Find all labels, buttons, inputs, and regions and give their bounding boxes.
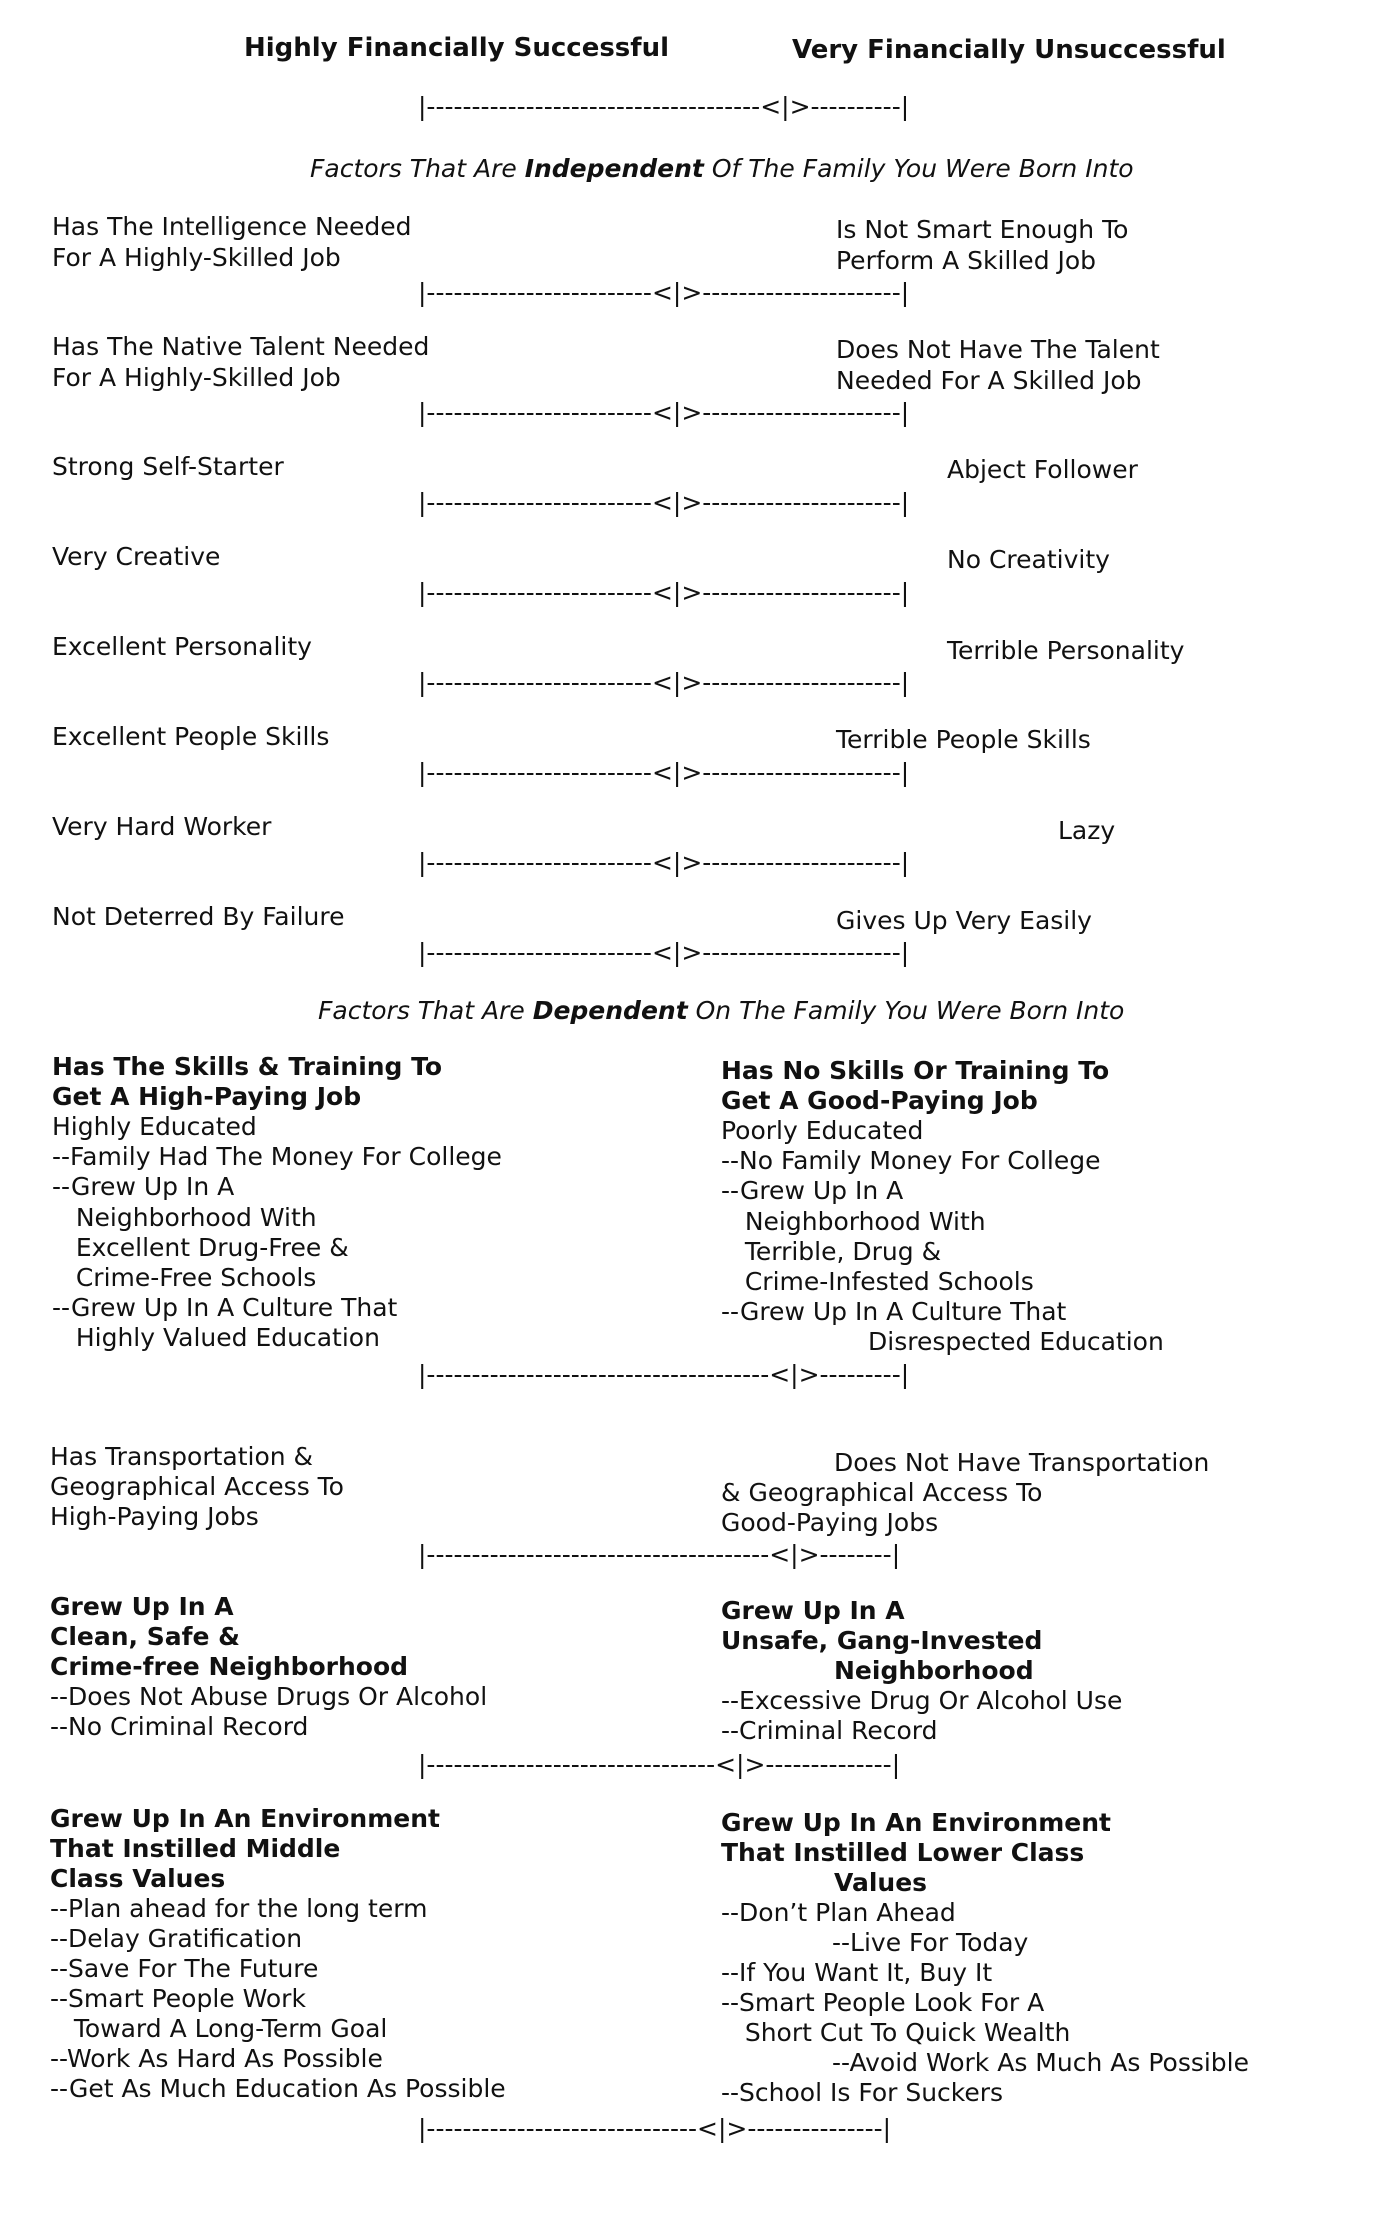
transport-right-line: Good-Paying Jobs xyxy=(721,1508,939,1537)
neighborhood-left-heading: Clean, Safe & xyxy=(50,1622,240,1651)
values-left-line: --Delay Gratification xyxy=(50,1924,303,1953)
neighborhood-left-line: --No Criminal Record xyxy=(50,1712,309,1741)
skills-left-line: --Grew Up In A xyxy=(52,1172,235,1201)
transport-left-line: Has Transportation & xyxy=(50,1442,314,1471)
transport-scale: |--------------------------------------<|>--------| xyxy=(418,1540,901,1569)
skills-right-line: Terrible, Drug & xyxy=(721,1237,942,1266)
values-right-line: --If You Want It, Buy It xyxy=(721,1958,993,1987)
dependent-section-title: Factors That Are Dependent On The Family You Were Born Into xyxy=(318,996,1125,1025)
row-right-line1: Terrible Personality xyxy=(947,636,1185,665)
row-scale: |-------------------------<|>----------------------| xyxy=(418,398,910,427)
row-scale: |-------------------------<|>----------------------| xyxy=(418,578,910,607)
values-left-line: --Get As Much Education As Possible xyxy=(50,2074,506,2103)
values-left-heading: Grew Up In An Environment xyxy=(50,1804,440,1833)
values-right-line: --Don’t Plan Ahead xyxy=(721,1898,956,1927)
skills-right-heading2: Get A Good-Paying Job xyxy=(721,1086,1038,1115)
neighborhood-right-heading: Grew Up In A xyxy=(721,1596,905,1625)
skills-right-heading1: Has No Skills Or Training To xyxy=(721,1056,1110,1085)
neighborhood-right-heading: Unsafe, Gang-Invested xyxy=(721,1626,1043,1655)
row-left-line1: Not Deterred By Failure xyxy=(52,902,345,931)
header-scale: |-------------------------------------<|>----------| xyxy=(418,92,910,121)
skills-right-line: --Grew Up In A xyxy=(721,1176,904,1205)
values-left-line: --Save For The Future xyxy=(50,1954,319,1983)
transport-right-line: & Geographical Access To xyxy=(721,1478,1043,1507)
skills-left-heading1: Has The Skills & Training To xyxy=(52,1052,443,1081)
header-right: Very Financially Unsuccessful xyxy=(792,35,1226,65)
values-right-line: --Live For Today xyxy=(832,1928,1029,1957)
independent-section-title: Factors That Are Independent Of The Family You Were Born Into xyxy=(310,154,1134,183)
values-left-heading: Class Values xyxy=(50,1864,226,1893)
row-left-line1: Excellent People Skills xyxy=(52,722,330,751)
neighborhood-left-heading: Grew Up In A xyxy=(50,1592,234,1621)
row-scale: |-------------------------<|>----------------------| xyxy=(418,938,910,967)
row-right-line1: Lazy xyxy=(1058,816,1116,845)
skills-left-line: --Grew Up In A Culture That xyxy=(52,1293,398,1322)
row-right-line2: Perform A Skilled Job xyxy=(836,246,1097,275)
skills-right-line: Crime-Infested Schools xyxy=(721,1267,1034,1296)
values-right-line: --School Is For Suckers xyxy=(721,2078,1004,2107)
skills-scale: |--------------------------------------<|>---------| xyxy=(418,1360,910,1389)
row-left-line2: For A Highly-Skilled Job xyxy=(52,363,341,392)
values-right-heading: Values xyxy=(834,1868,928,1897)
neighborhood-right-heading: Neighborhood xyxy=(834,1656,1034,1685)
values-left-heading: That Instilled Middle xyxy=(50,1834,341,1863)
neighborhood-scale: |--------------------------------<|>--------------| xyxy=(418,1750,901,1779)
skills-left-line: Highly Valued Education xyxy=(52,1323,380,1352)
skills-right-line: --No Family Money For College xyxy=(721,1146,1101,1175)
values-right-heading: Grew Up In An Environment xyxy=(721,1808,1111,1837)
row-scale: |-------------------------<|>----------------------| xyxy=(418,758,910,787)
row-right-line1: Terrible People Skills xyxy=(836,725,1091,754)
values-right-line: Short Cut To Quick Wealth xyxy=(721,2018,1071,2047)
skills-right-line: Poorly Educated xyxy=(721,1116,924,1145)
row-right-line1: Gives Up Very Easily xyxy=(836,906,1092,935)
row-left-line1: Has The Intelligence Needed xyxy=(52,212,412,241)
neighborhood-right-line: --Criminal Record xyxy=(721,1716,938,1745)
row-scale: |-------------------------<|>----------------------| xyxy=(418,848,910,877)
row-right-line1: No Creativity xyxy=(947,545,1110,574)
values-right-line: --Smart People Look For A xyxy=(721,1988,1045,2017)
row-right-line1: Does Not Have The Talent xyxy=(836,335,1160,364)
row-left-line2: For A Highly-Skilled Job xyxy=(52,243,341,272)
skills-left-line: --Family Had The Money For College xyxy=(52,1142,502,1171)
values-left-line: --Smart People Work xyxy=(50,1984,306,2013)
row-right-line2: Needed For A Skilled Job xyxy=(836,366,1142,395)
row-left-line1: Excellent Personality xyxy=(52,632,312,661)
skills-left-line: Excellent Drug-Free & xyxy=(52,1233,349,1262)
values-left-line: --Plan ahead for the long term xyxy=(50,1894,428,1923)
values-left-line: Toward A Long-Term Goal xyxy=(50,2014,388,2043)
values-right-line: --Avoid Work As Much As Possible xyxy=(832,2048,1250,2077)
skills-left-line: Crime-Free Schools xyxy=(52,1263,317,1292)
row-right-line1: Is Not Smart Enough To xyxy=(836,215,1129,244)
row-left-line1: Very Hard Worker xyxy=(52,812,272,841)
neighborhood-right-line: --Excessive Drug Or Alcohol Use xyxy=(721,1686,1123,1715)
row-left-line1: Strong Self-Starter xyxy=(52,452,284,481)
skills-right-line: Neighborhood With xyxy=(721,1207,986,1236)
transport-left-line: High-Paying Jobs xyxy=(50,1502,259,1531)
transport-left-line: Geographical Access To xyxy=(50,1472,344,1501)
transport-right-line: Does Not Have Transportation xyxy=(834,1448,1210,1477)
row-scale: |-------------------------<|>----------------------| xyxy=(418,668,910,697)
neighborhood-left-line: --Does Not Abuse Drugs Or Alcohol xyxy=(50,1682,488,1711)
skills-left-line: Neighborhood With xyxy=(52,1203,317,1232)
row-left-line1: Very Creative xyxy=(52,542,221,571)
row-left-line1: Has The Native Talent Needed xyxy=(52,332,430,361)
skills-right-line: --Grew Up In A Culture That xyxy=(721,1297,1067,1326)
row-right-line1: Abject Follower xyxy=(947,455,1138,484)
skills-right-line: Disrespected Education xyxy=(868,1327,1164,1356)
values-right-heading: That Instilled Lower Class xyxy=(721,1838,1085,1867)
skills-left-line: Highly Educated xyxy=(52,1112,257,1141)
values-scale: |------------------------------<|>---------------| xyxy=(418,2114,892,2143)
header-left: Highly Financially Successful xyxy=(244,33,670,63)
values-left-line: --Work As Hard As Possible xyxy=(50,2044,383,2073)
row-scale: |-------------------------<|>----------------------| xyxy=(418,488,910,517)
skills-left-heading2: Get A High-Paying Job xyxy=(52,1082,362,1111)
row-scale: |-------------------------<|>----------------------| xyxy=(418,278,910,307)
neighborhood-left-heading: Crime-free Neighborhood xyxy=(50,1652,409,1681)
